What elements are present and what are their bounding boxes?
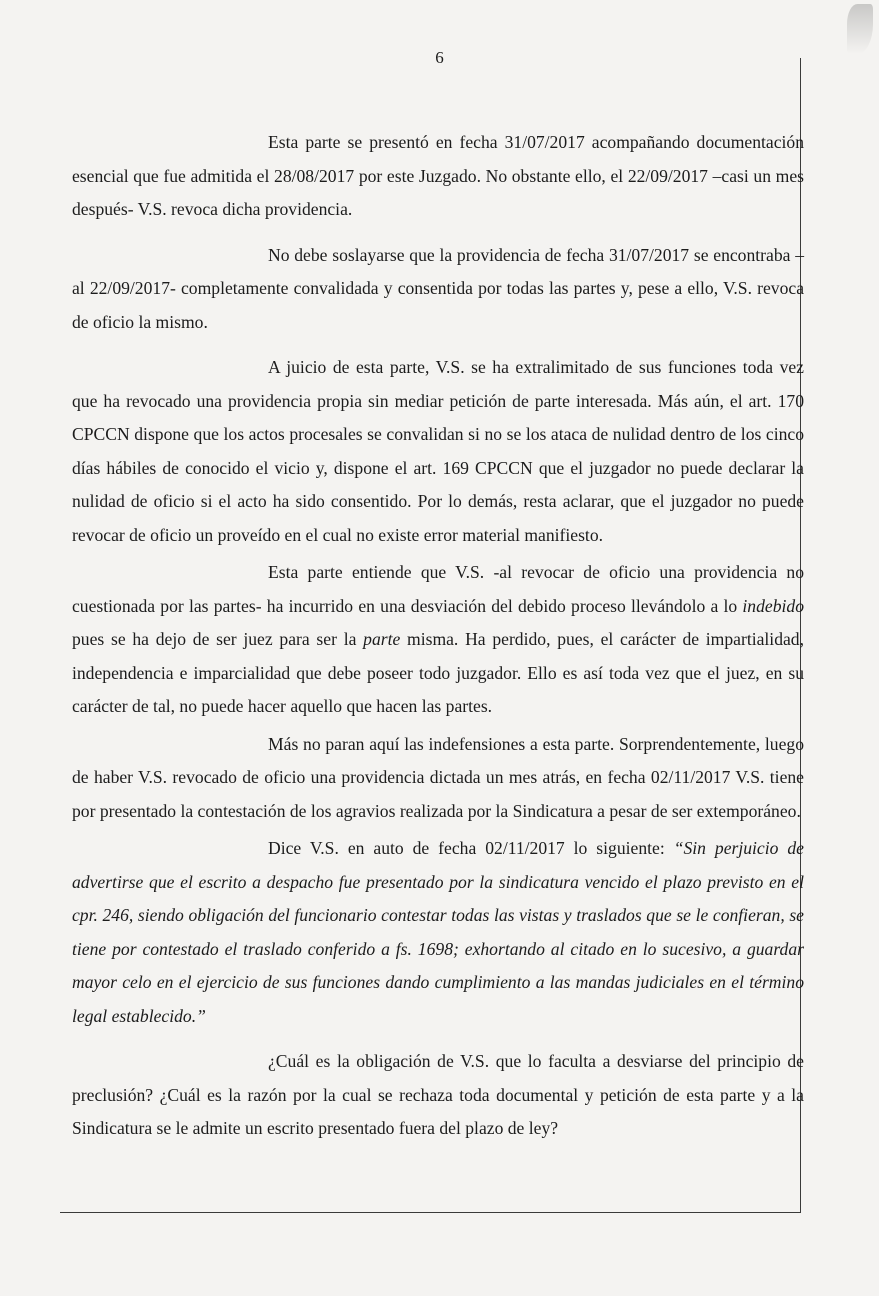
page-number: 6 — [435, 48, 444, 67]
paragraph-3: A juicio de esta parte, V.S. se ha extralimitado de sus funciones toda vez que ha revocado una providencia propia sin mediar petición de parte interesada. Más aún, el art. 170 CPCCN dispone que los actos procesales se convalidan si no se los ataca de nulidad dentro de los cinco días hábiles de conocido el vicio y, dispone el art. 169 CPCCN que el juzgador no puede declarar la nulidad de oficio si el acto ha sido consentido. Por lo demás, resta aclarar, que el juzgador no puede revocar de oficio un proveído en el cual no existe error material manifiesto. — [72, 357, 804, 545]
paragraph-4 — [72, 556, 804, 724]
paragraph-7: ¿Cuál es la obligación de V.S. que lo faculta a desviarse del principio de preclusión? ¿Cuál es la razón por la cual se rechaza toda documental y petición de esta parte y a la Sindicatura se le admite un escrito presentado fuera del plazo de ley? — [72, 1051, 804, 1138]
paragraph-1: Esta parte se presentó en fecha 31/07/2017 acompañando documentación esencial que fue admitida el 28/08/2017 por este Juzgado. No obstante ello, el 22/09/2017 –casi un mes después- V.S. revoca dicha providencia. — [72, 132, 804, 219]
court-quote: “Sin perjuicio de advertirse que el escrito a despacho fue presentado por la sindicatura vencido el plazo previsto en el cpr. 246, siendo obligación del funcionario contestar todas las vistas y traslados que se le confieran, se tiene por contestado el traslado conferido a fs. 1698; exhortando al citado en lo sucesivo, a guardar mayor celo en el ejercicio de sus funciones dando cumplimiento a las mandas judiciales en el término legal establecido.” — [72, 838, 804, 1026]
p4-italic-parte: parte — [363, 629, 401, 649]
paragraph-2: No debe soslayarse que la providencia de fecha 31/07/2017 se encontraba –al 22/09/2017- completamente convalidada y consentida por todas las partes y, pese a ello, V.S. revoca de oficio la mismo. — [72, 244, 804, 332]
paragraph-6 — [72, 832, 804, 1033]
bottom-margin-line — [60, 1212, 801, 1213]
p4-text-c: pues se ha dejo de ser juez para ser la — [72, 629, 364, 649]
p6-intro: Dice V.S. en auto de fecha 02/11/2017 lo siguiente: — [268, 838, 674, 858]
paragraph-5: Más no paran aquí las indefensiones a esta parte. Sorprendentemente, luego de haber V.S. revocado de oficio una providencia dictada un mes atrás, en fecha 02/11/2017 V.S. tiene por presentado la contestación de los agravios realizada por la Sindicatura a pesar de ser extemporáneo. — [72, 733, 804, 821]
p4-italic-indebido: indebido — [742, 595, 804, 616]
p4-text-a: Esta parte entiende que V.S. -al revocar de oficio una providencia no cuestionada por las partes- ha incurrido en una desviación del debido proceso llevándolo a lo — [72, 562, 804, 616]
p4-text-e: misma. Ha perdido, pues, el carácter de impartialidad, independencia e imparcialidad que debe poseer todo juzgador. Ello es así toda vez que el juez, en su carácter de tal, no puede hacer aquello que hacen las partes. — [72, 629, 804, 716]
document-body — [72, 126, 804, 1150]
scan-artifact — [847, 4, 873, 54]
